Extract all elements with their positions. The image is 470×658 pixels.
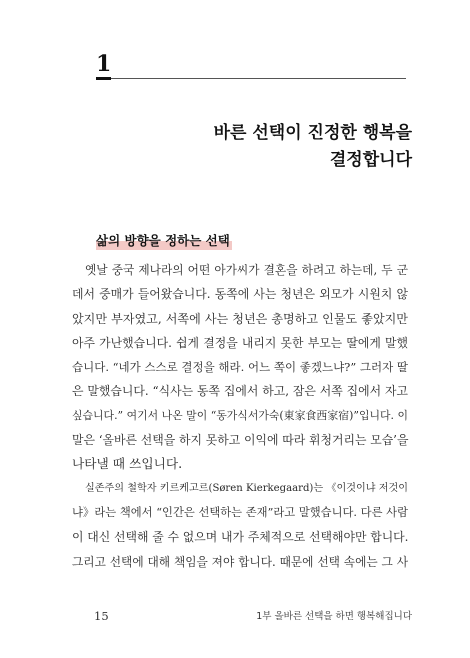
chapter-title-line-1: 바른 선택이 진정한 행복을 bbox=[213, 123, 412, 143]
chapter-title bbox=[214, 120, 412, 174]
body-line: 옛날 중국 제나라의 어떤 아가씨가 결혼을 하려고 하는데, 두 군 bbox=[85, 263, 408, 277]
body-line: 말은 ‘올바른 선택을 하지 못하고 이익에 따라 휘청거리는 모습’을 bbox=[72, 433, 409, 448]
chapter-rule bbox=[96, 78, 406, 79]
running-header: 1부 올바른 선택을 하면 행복해집니다 bbox=[256, 611, 412, 622]
body-line: 았지만 부자였고, 서쪽에 사는 청년은 총명하고 인물도 좋았지만 bbox=[72, 311, 408, 326]
page-number: 15 bbox=[94, 609, 109, 623]
body-line: 실존주의 철학자 키르케고르(Søren Kierkegaard)는 《이것이냐 저것이 bbox=[85, 482, 408, 494]
body-line: 싶습니다.” 여기서 나온 말이 “동가식서가숙(東家食西家宿)”입니다. 이 bbox=[72, 408, 408, 422]
chapter-title-line-2: 결정합니다 bbox=[329, 150, 412, 170]
body-line: 습니다. “네가 스스로 결정을 해라. 어느 쪽이 좋겠느냐?” 그러자 딸 bbox=[72, 360, 408, 375]
chapter-rule-accent bbox=[96, 77, 111, 80]
body-text bbox=[72, 258, 408, 574]
body-line: 나타낼 때 쓰입니다. bbox=[72, 456, 183, 472]
body-line: 이 대신 선택해 줄 수 없으며 내가 주체적으로 선택해야만 합니다. bbox=[72, 530, 409, 545]
body-line: 데서 중매가 들어왔습니다. 동쪽에 사는 청년은 외모가 시원치 않 bbox=[72, 287, 408, 302]
body-line: 은 말했습니다. “식사는 동쪽 집에서 하고, 잠은 서쪽 집에서 자고 bbox=[72, 384, 408, 399]
chapter-number: 1 bbox=[96, 51, 112, 77]
section-heading: 삶의 방향을 정하는 선택 bbox=[96, 233, 230, 248]
body-line: 아주 가난했습니다. 쉽게 결정을 내리지 못한 부모는 딸에게 말했 bbox=[72, 335, 408, 350]
body-line: 냐》라는 책에서 “인간은 선택하는 존재”라고 말했습니다. 다른 사람 bbox=[72, 505, 408, 519]
body-line: 그리고 선택에 대해 책임을 져야 합니다. 때문에 선택 속에는 그 사 bbox=[72, 554, 408, 569]
